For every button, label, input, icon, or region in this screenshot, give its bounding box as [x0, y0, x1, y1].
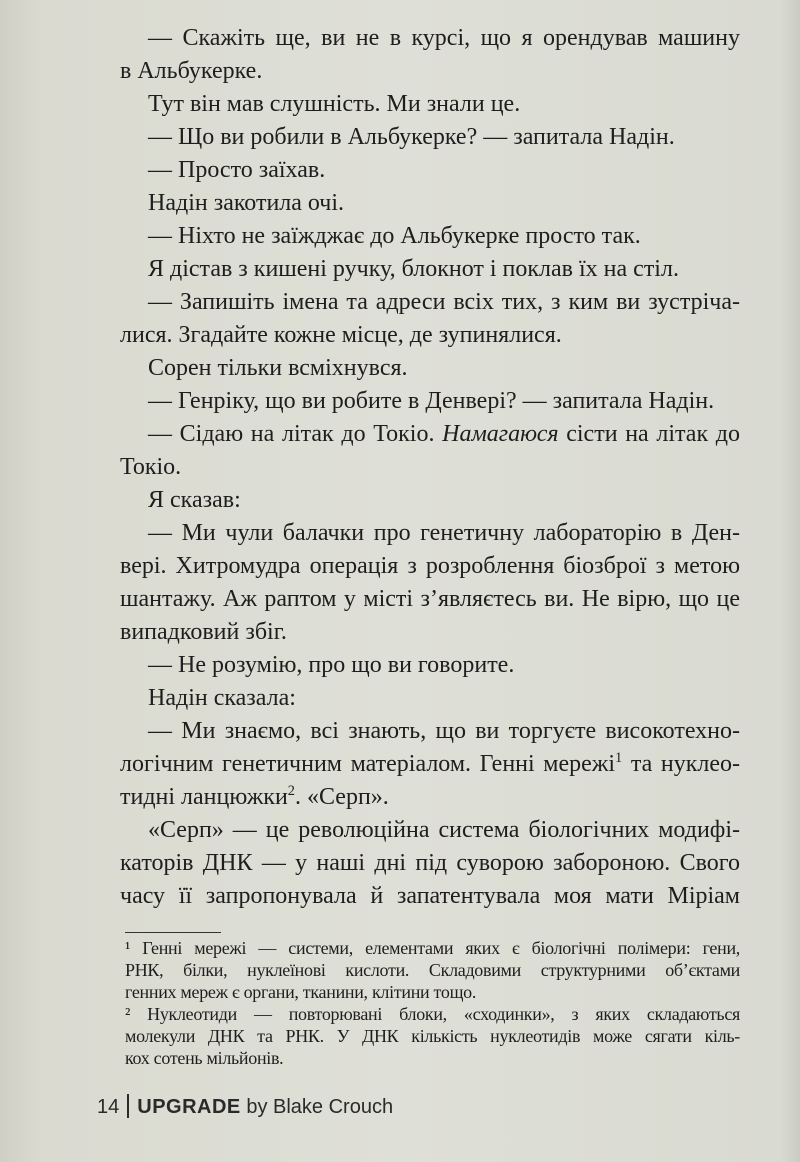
footer-divider	[127, 1094, 129, 1118]
body-line-footnote-ref-2	[120, 781, 740, 814]
body-line: часу її запропонувала й запатентувала моя мати Міріам	[120, 883, 740, 909]
body-line: шантажу. Аж раптом у місті з’являєтесь ви. Не вірю, що це	[120, 586, 740, 612]
footnote-line: кох сотень мільйонів.	[125, 1048, 284, 1068]
body-line: Надін закотила очі.	[148, 190, 345, 216]
text-span: сісти на літак до	[558, 421, 740, 447]
text-span: тидні ланцюжки	[120, 784, 288, 810]
footnote-line: РНК, білки, нуклеїнові кислоти. Складовими структурними об’єктами	[125, 960, 740, 980]
book-title: UPGRADE	[137, 1096, 241, 1118]
body-line: Я сказав:	[148, 487, 241, 513]
body-line-footnote-ref-1	[120, 748, 740, 781]
body-block-3	[120, 814, 740, 913]
body-text	[120, 22, 740, 913]
page-number: 14	[97, 1096, 120, 1118]
footnote-line: молекули ДНК та РНК. У ДНК кількість нуклеотидів може сягати кіль-	[125, 1026, 740, 1046]
body-block-2	[120, 451, 740, 748]
body-line: — Запишіть імена та адреси всіх тих, з ким ви зустріча-	[148, 289, 740, 315]
body-line: в Альбукерке.	[120, 58, 263, 84]
footnote-line: генних мереж є органи, тканини, клітини тощо.	[125, 982, 477, 1002]
footnotes	[125, 937, 740, 1069]
body-line: Сорен тільки всміхнувся.	[148, 355, 408, 381]
page-footer	[97, 1094, 393, 1119]
book-byline: by Blake Crouch	[246, 1096, 394, 1118]
body-line-italic	[120, 418, 740, 451]
body-line: Я дістав з кишені ручку, блокнот і поклав їх на стіл.	[148, 256, 679, 282]
body-line: «Серп» — це революційна система біологічних модифі-	[148, 817, 740, 843]
text-span: — Сідаю на літак до Токіо.	[148, 421, 443, 447]
footnote-ref[interactable]: 2	[287, 783, 295, 799]
body-line: — Генріку, що ви робите в Денвері? — запитала Надін.	[148, 388, 715, 414]
text-span: та нуклео-	[622, 751, 740, 777]
text-span: . «Серп».	[295, 784, 389, 810]
body-line: — Що ви робили в Альбукерке? — запитала Надін.	[148, 124, 675, 150]
body-line: Тут він мав слушність. Ми знали це.	[148, 91, 521, 117]
body-line: — Просто заїхав.	[148, 157, 326, 183]
footnote-line: ² Нуклеотиди — повторювані блоки, «сходинки», з яких складаються	[125, 1004, 740, 1024]
body-line: випадковий збіг.	[120, 619, 287, 645]
body-block-1	[120, 22, 740, 418]
body-line: лися. Згадайте кожне місце, де зупинялися.	[120, 322, 562, 348]
body-line: — Ніхто не заїжджає до Альбукерке просто так.	[148, 223, 641, 249]
body-line: — Скажіть ще, ви не в курсі, що я орендував машину	[148, 25, 740, 51]
body-line: каторів ДНК — у наші дні під суворою забороною. Свого	[120, 850, 740, 876]
body-line: — Ми чули балачки про генетичну лабораторію в Ден-	[148, 520, 740, 546]
body-line: Надін сказала:	[148, 685, 296, 711]
footnote-line: ¹ Генні мережі — системи, елементами яких є біологічні полімери: гени,	[125, 938, 740, 958]
body-line: вері. Хитромудра операція з розроблення біозброї з метою	[120, 553, 740, 579]
text-span: логічним генетичним матеріалом. Генні мережі	[120, 751, 616, 777]
footnote-divider	[125, 932, 221, 933]
footnote-ref[interactable]: 1	[615, 750, 623, 766]
body-line: — Ми знаємо, всі знають, що ви торгуєте високотехно-	[148, 718, 740, 744]
body-line: — Не розумію, про що ви говорите.	[148, 652, 515, 678]
italic-emphasis: Намагаюся	[442, 421, 559, 447]
body-line: Токіо.	[120, 454, 182, 480]
